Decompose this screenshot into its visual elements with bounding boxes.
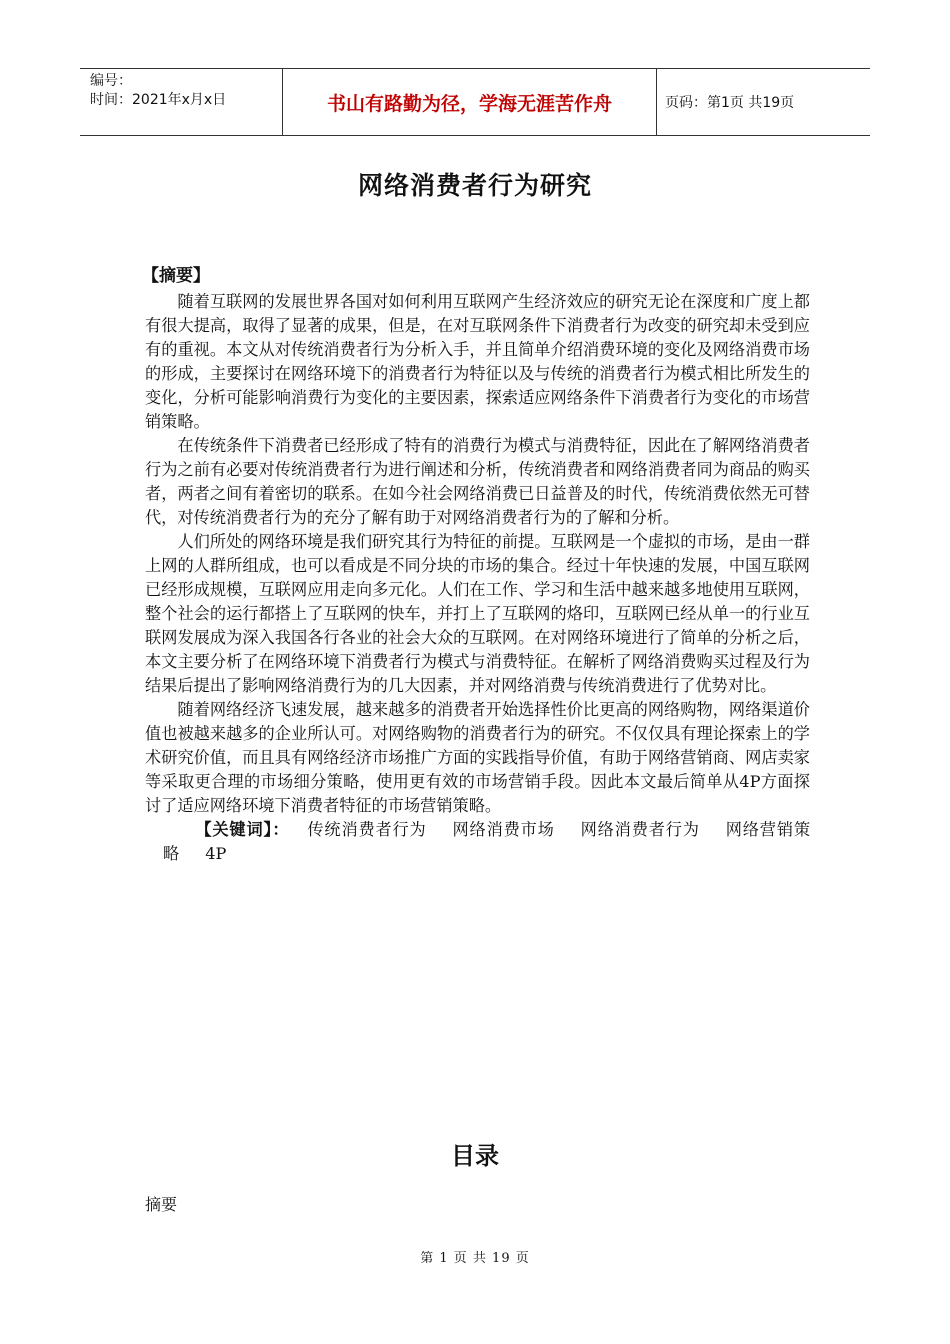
time-label: 时间：2021年x月x日 (90, 92, 227, 108)
keyword: 网络消费市场 (452, 820, 555, 839)
keyword: 传统消费者行为 (307, 820, 427, 839)
keyword: 网络消费者行为 (580, 820, 700, 839)
header-meta (80, 69, 282, 135)
keyword: 网络营销策略 (163, 820, 811, 863)
header-page-info: 页码：第1页 共19页 (665, 95, 795, 111)
header-motto: 书山有路勤为径，学海无涯苦作舟 (282, 69, 657, 135)
abstract-paragraph: 随着互联网的发展世界各国对如何利用互联网产生经济效应的研究无论在深度和广度上都有很大提高，取得了显著的成果，但是，在对互联网条件下消费者行为改变的研究却未受到应有的重视。本文从对传统消费者行为分析入手，并且简单介绍消费环境的变化及网络消费市场的形成，主要探讨在网络环境下的消费者行为特征以及与传统的消费者行为模式相比所发生的变化，分析可能影响消费行为变化的主要因素，探索适应网络条件下消费者行为变化的市场营销策略。 (145, 292, 810, 431)
abstract-paragraph: 在传统条件下消费者已经形成了特有的消费行为模式与消费特征，因此在了解网络消费者行为之前有必要对传统消费者行为进行阐述和分析，传统消费者和网络消费者同为商品的购买者，两者之间有着密切的联系。在如今社会网络消费已日益普及的时代，传统消费依然无可替代，对传统消费者行为的充分了解有助于对网络消费者行为的了解和分析。 (145, 436, 810, 527)
keywords-label: 【关键词】： (195, 820, 290, 839)
document-title: 网络消费者行为研究 (357, 171, 592, 200)
keyword: 4P (205, 844, 227, 863)
abstract-paragraph: 随着网络经济飞速发展，越来越多的消费者开始选择性价比更高的网络购物，网络渠道价值也被越来越多的企业所认可。对网络购物的消费者行为的研究。不仅仅具有理论探索上的学术研究价值，而且具有网络经济市场推广方面的实践指导价值，有助于网络营销商、网店卖家等采取更合理的市场细分策略，使用更有效的市场营销手段。因此本文最后简单从4P方面探讨了适应网络环境下消费者特征的市场营销策略。 (145, 700, 810, 815)
abstract-paragraph: 人们所处的网络环境是我们研究其行为特征的前提。互联网是一个虚拟的市场，是由一群上网的人群所组成，也可以看成是不同分块的市场的集合。经过十年快速的发展，中国互联网已经形成规模，互联网应用走向多元化。人们在工作、学习和生活中越来越多地使用互联网，整个社会的运行都搭上了互联网的快车，并打上了互联网的烙印，互联网已经从单一的行业互联网发展成为深入我国各行各业的社会大众的互联网。在对网络环境进行了简单的分析之后，本文主要分析了在网络环境下消费者行为模式与消费特征。在解析了网络消费购买过程及行为结果后提出了影响网络消费行为的几大因素，并对网络消费与传统消费进行了优势对比。 (145, 532, 810, 695)
page-footer: 第 1 页 共 19 页 (420, 1251, 530, 1266)
header-table (80, 68, 870, 136)
abstract-heading: 【摘要】 (142, 266, 210, 286)
number-label: 编号： (90, 73, 132, 89)
toc-item[interactable]: 摘要 (145, 1195, 178, 1214)
keywords-line (145, 818, 810, 866)
toc-title: 目录 (451, 1142, 499, 1170)
abstract-body (145, 290, 810, 866)
